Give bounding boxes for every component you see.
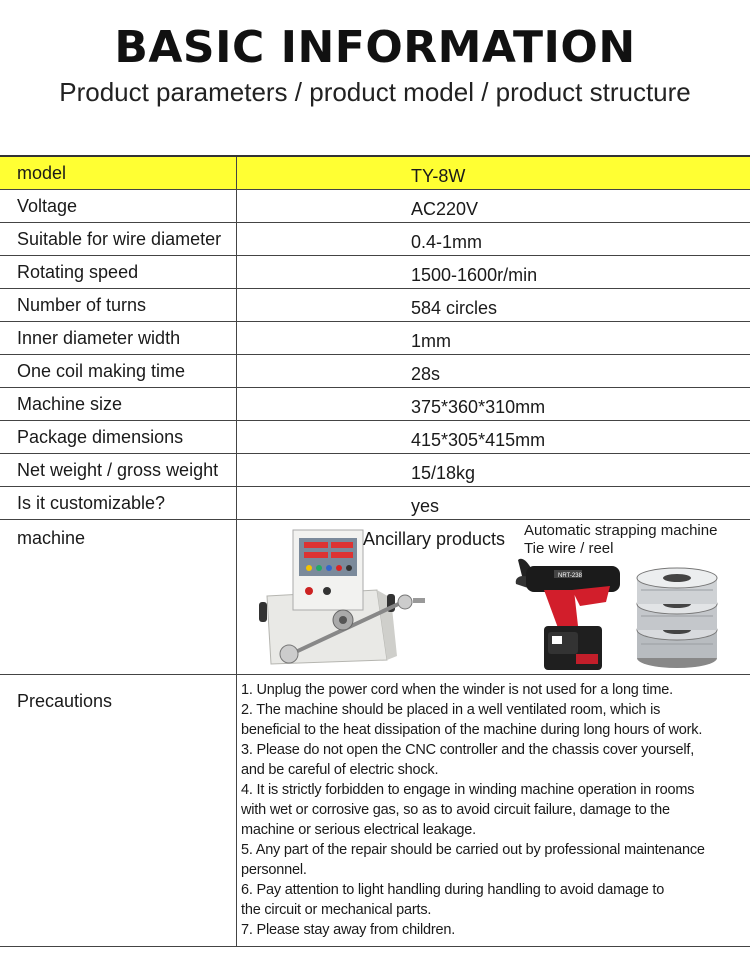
strapping-machine-label: Automatic strapping machine <box>524 522 718 539</box>
spec-label: Machine size <box>0 388 237 420</box>
spec-row-customizable <box>0 487 750 520</box>
spec-row-model <box>0 157 750 190</box>
spec-row-machine-size <box>0 388 750 421</box>
precautions-label: Precautions <box>0 675 237 946</box>
spec-value: 15/18kg <box>411 463 476 483</box>
spec-label: Number of turns <box>0 289 237 321</box>
spec-table <box>0 155 750 947</box>
strapping-machine-caption <box>524 522 717 558</box>
spec-label: One coil making time <box>0 355 237 387</box>
precaution-line: 6. Pay attention to light handling during handling to avoid damage to <box>241 882 665 898</box>
spec-label: Is it customizable? <box>0 487 237 519</box>
spec-value: 584 circles <box>411 298 498 318</box>
machine-images <box>237 520 750 674</box>
spec-value: 415*305*415mm <box>411 430 546 450</box>
spec-value: 1500-1600r/min <box>411 265 538 285</box>
precaution-line: 5. Any part of the repair should be carried out by professional maintenance <box>241 842 705 858</box>
spec-label: Net weight / gross weight <box>0 454 237 486</box>
strapping-tool-image <box>514 556 632 674</box>
spec-row-coil-time <box>0 355 750 388</box>
spec-label: model <box>0 157 237 189</box>
spec-value: 28s <box>411 364 441 384</box>
precaution-line: machine or serious electrical leakage. <box>241 822 476 838</box>
precaution-line: and be careful of electric shock. <box>241 762 439 778</box>
spec-value: 1mm <box>411 331 451 351</box>
spec-row-wire-diameter <box>0 223 750 256</box>
spec-label: Suitable for wire diameter <box>0 223 237 255</box>
spec-value: 375*360*310mm <box>411 397 546 417</box>
spec-row-rotating-speed <box>0 256 750 289</box>
spec-row-voltage <box>0 190 750 223</box>
spec-value: TY-8W <box>411 166 466 186</box>
spec-row-package <box>0 421 750 454</box>
spec-row-turns <box>0 289 750 322</box>
spec-value: AC220V <box>411 199 479 219</box>
page-title: BASIC INFORMATION <box>114 22 636 73</box>
precaution-line: 1. Unplug the power cord when the winder is not used for a long time. <box>241 682 673 698</box>
machine-label: machine <box>0 520 237 674</box>
precaution-line: 2. The machine should be placed in a well ventilated room, which is <box>241 702 661 718</box>
spec-label: Voltage <box>0 190 237 222</box>
precaution-line: 4. It is strictly forbidden to engage in winding machine operation in rooms <box>241 782 695 798</box>
ancillary-products-label: Ancillary products <box>363 529 506 549</box>
spec-label: Package dimensions <box>0 421 237 453</box>
spec-row-weight <box>0 454 750 487</box>
precautions-list <box>237 675 750 946</box>
precaution-line: with wet or corrosive gas, so as to avoid circuit failure, damage to the <box>241 802 670 818</box>
precaution-line: 3. Please do not open the CNC controller and the chassis cover yourself, <box>241 742 695 758</box>
precaution-line: beneficial to the heat dissipation of the machine during long hours of work. <box>241 722 703 738</box>
spec-value: 0.4-1mm <box>411 232 483 252</box>
spec-label: Inner diameter width <box>0 322 237 354</box>
spec-row-inner-diameter <box>0 322 750 355</box>
precaution-line: the circuit or mechanical parts. <box>241 902 432 918</box>
spec-label: Rotating speed <box>0 256 237 288</box>
precaution-line: 7. Please stay away from children. <box>241 922 456 938</box>
precaution-line: personnel. <box>241 862 307 878</box>
machine-row <box>0 520 750 675</box>
tie-wire-reel-image <box>633 560 721 672</box>
tool-brand-text: NRT-238 <box>558 573 582 579</box>
page-subtitle: Product parameters / product model / product structure <box>59 77 691 107</box>
tie-wire-label: Tie wire / reel <box>524 540 614 557</box>
precautions-row <box>0 675 750 947</box>
spec-value: yes <box>411 496 440 516</box>
